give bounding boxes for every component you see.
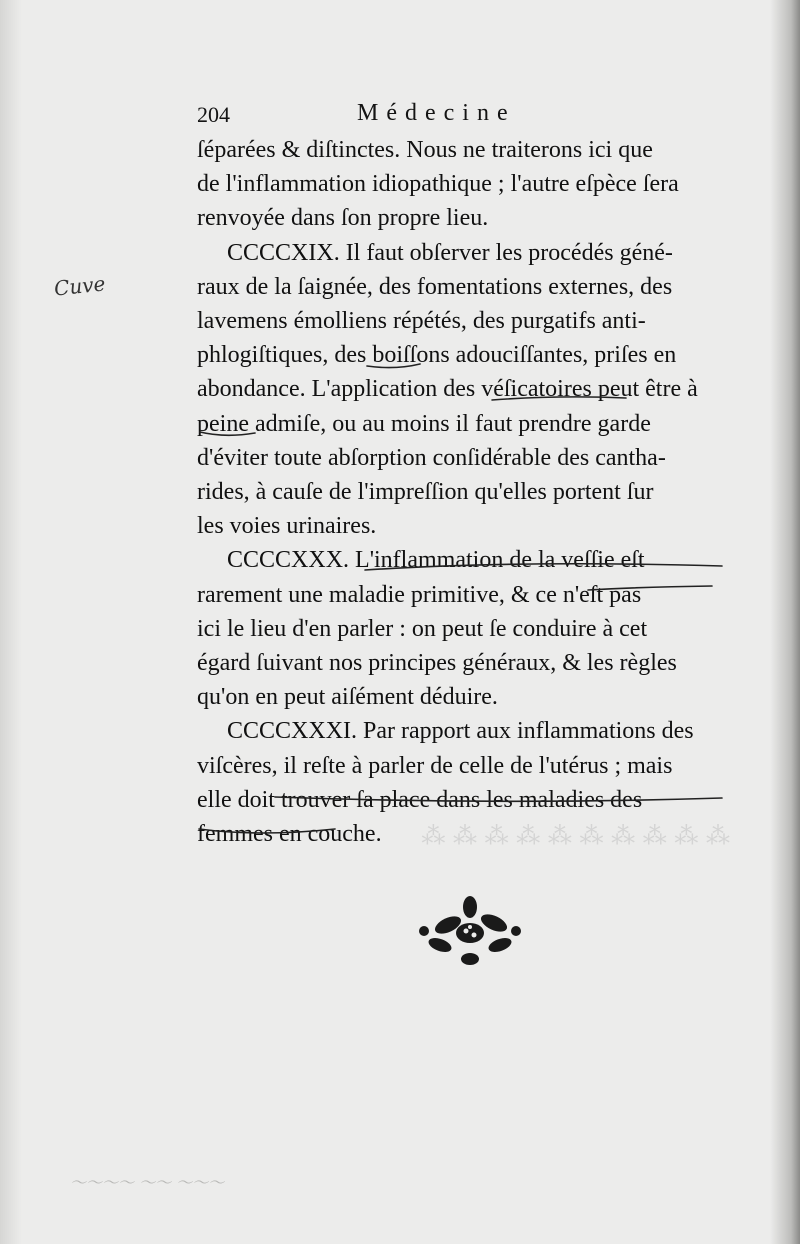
handwritten-margin-note: Cuve — [52, 271, 107, 301]
paragraph-start-ccccxxx: CCCCXXX. L'inflammation de la veſſie eſt — [227, 547, 645, 574]
text-line: d'éviter toute abſorption conſidérable des cantha- — [197, 444, 666, 471]
text-line: rarement une maladie primitive, & ce n'eſt pas — [197, 581, 642, 608]
running-title: Médecine — [357, 100, 516, 126]
page-number: 204 — [197, 102, 230, 127]
text-line: elle doit trouver ſa place dans les maladies des — [197, 786, 643, 813]
text-line: égard ſuivant nos principes généraux, & les règles — [197, 650, 677, 677]
faint-pencil-scribble: ～～～～ ～～ ～～～ — [70, 1173, 225, 1192]
text-line: abondance. L'application des véſicatoires peut être à — [197, 376, 698, 403]
page-header — [197, 96, 737, 132]
text-line: rides, à cauſe de l'impreſſion qu'elles portent ſur — [197, 479, 654, 506]
text-line: phlogiſtiques, des boiſſons adouciſſantes, priſes en — [197, 342, 677, 369]
floral-ornament-icon — [410, 893, 530, 973]
text-line: raux de la ſaignée, des fomentations externes, des — [197, 273, 673, 300]
text-line: viſcères, il reſte à parler de celle de l'utérus ; mais — [197, 752, 673, 779]
text-line: de l'inflammation idiopathique ; l'autre eſpèce ſera — [197, 171, 679, 198]
text-line: ici le lieu d'en parler : on peut ſe conduire à cet — [197, 615, 648, 642]
text-line: lavemens émolliens répétés, des purgatifs anti- — [197, 308, 646, 335]
text-line: les voies urinaires. — [197, 513, 377, 540]
text-line: peine admiſe, ou au moins il faut prendre garde — [197, 410, 651, 437]
text-line: qu'on en peut aiſément déduire. — [197, 684, 498, 711]
paragraph-start-cccxix: CCCCXIX. Il faut obſerver les procédés géné- — [227, 239, 673, 266]
text-line: femmes en couche. — [197, 821, 382, 848]
paragraph-start-ccccxxxi: CCCCXXXI. Par rapport aux inflammations des — [227, 718, 694, 745]
page-edge-shadow — [770, 0, 800, 1244]
text-line: ſéparées & diſtinctes. Nous ne traiterons ici que — [197, 137, 653, 163]
text-line: renvoyée dans ſon propre lieu. — [197, 205, 489, 232]
body-text — [197, 133, 723, 851]
show-through-text: ⁂ ⁂ ⁂ ⁂ ⁂ ⁂ ⁂ ⁂ ⁂ ⁂ — [421, 822, 730, 850]
page-gutter-shadow — [0, 0, 22, 1244]
